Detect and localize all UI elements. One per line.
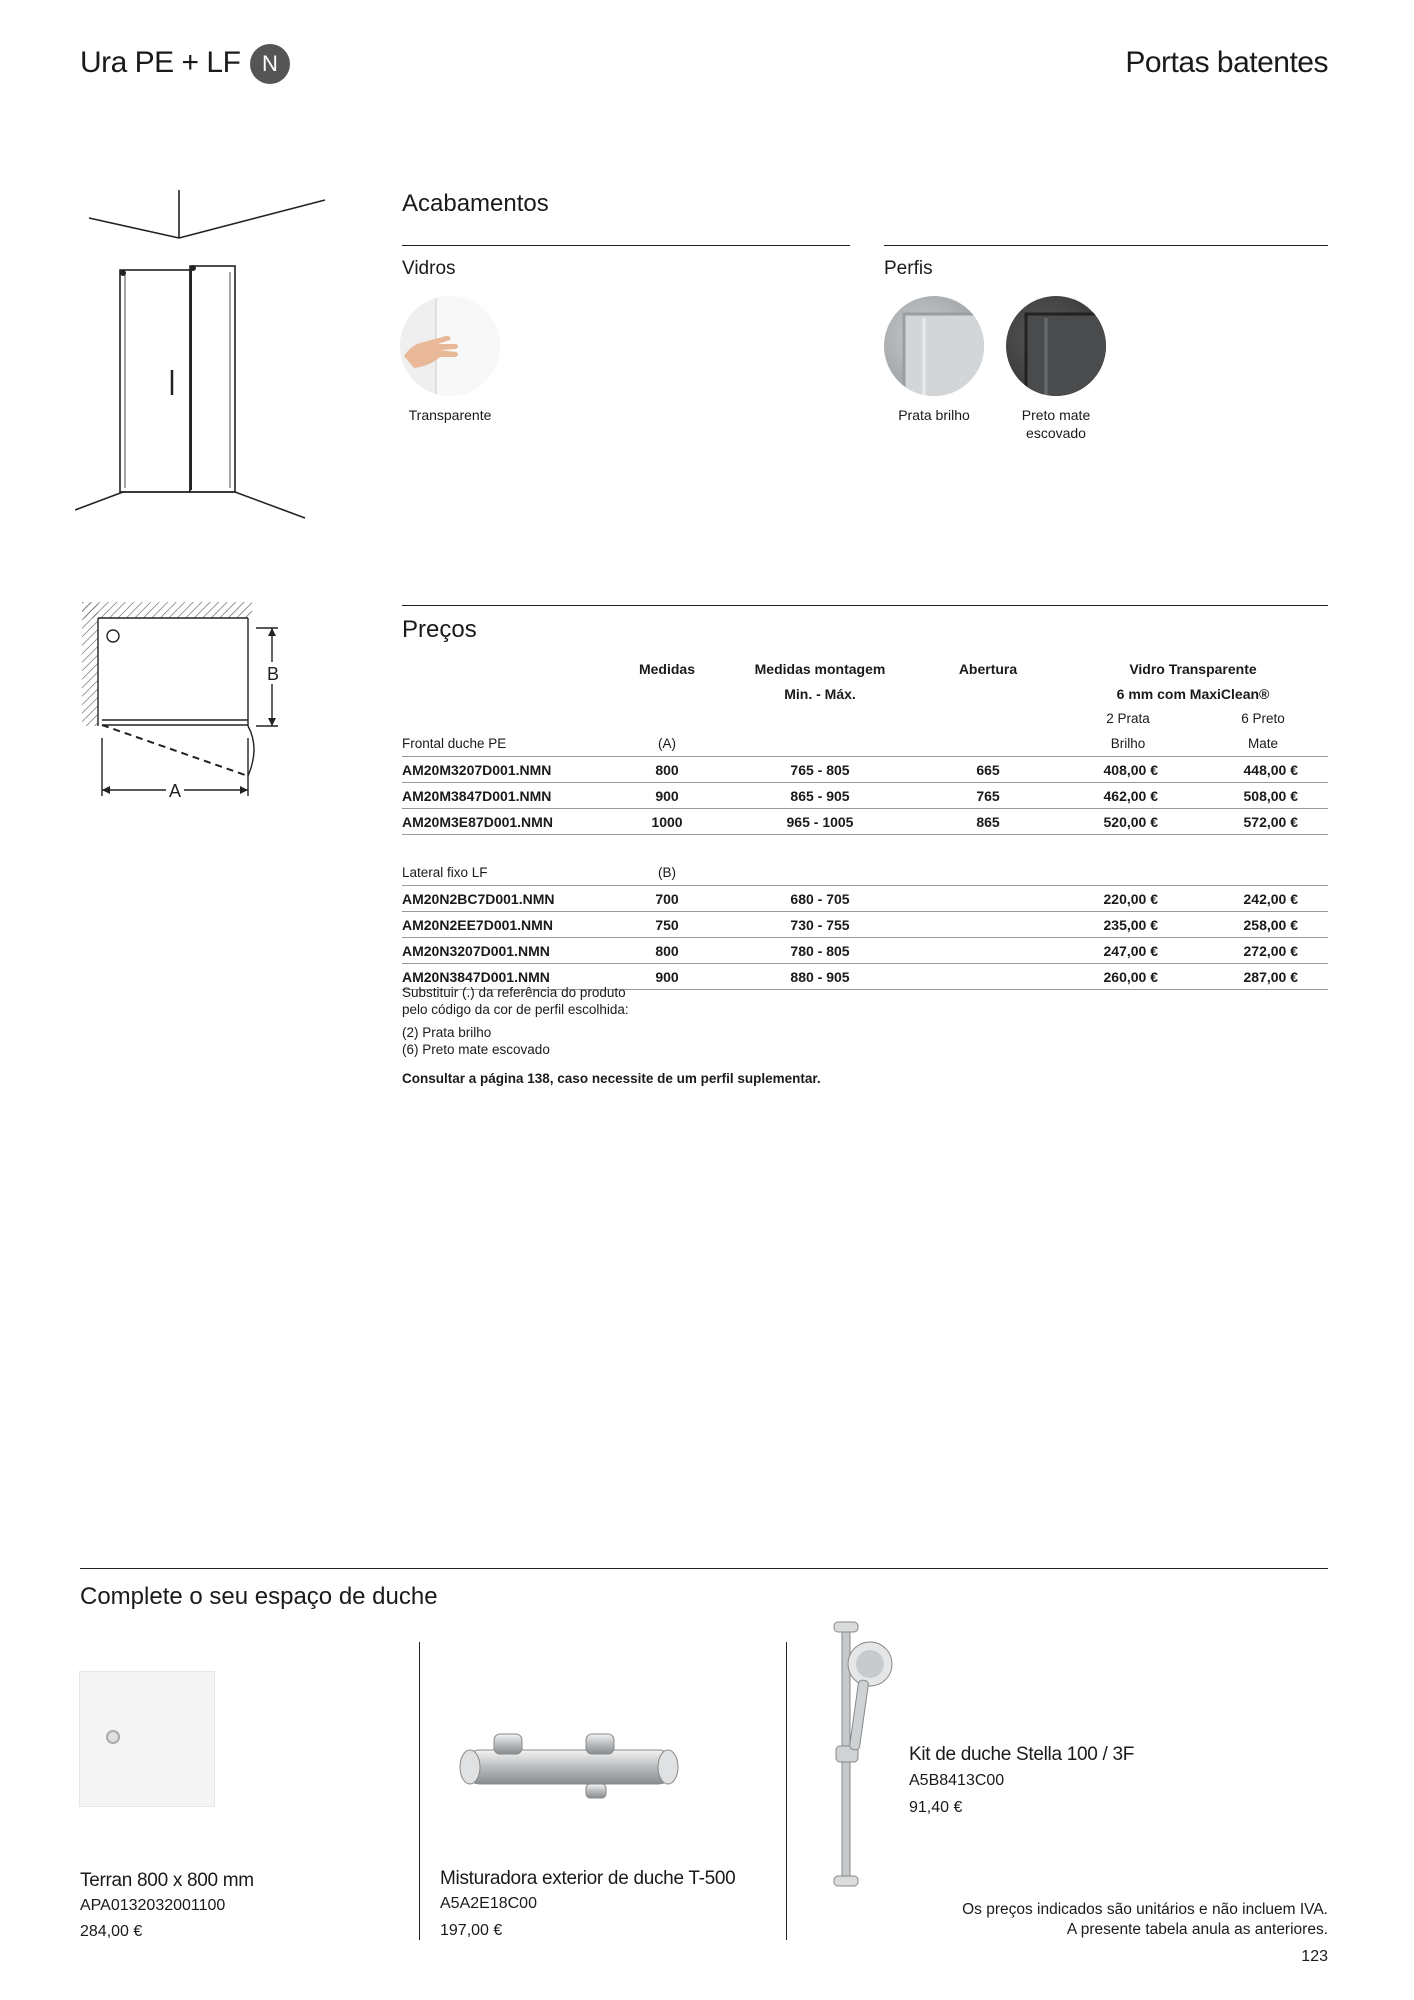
- divider: [402, 245, 850, 246]
- product-code: A5A2E18C00: [440, 1895, 537, 1912]
- group-front-label: Frontal duche PE: [402, 731, 612, 757]
- shower-enclosure-drawing: [75, 190, 335, 530]
- plan-dimension-diagram: [78, 598, 298, 816]
- product-image-shower-kit: [818, 1618, 898, 1890]
- product-image-tray: [80, 1672, 214, 1806]
- footer-notes: [962, 1900, 1328, 1940]
- note-line: Substituir (.) da referência do produto: [402, 985, 626, 1000]
- glass-transparent-swatch: [400, 296, 500, 396]
- product-image-mixer: [456, 1720, 686, 1810]
- divider: [419, 1642, 420, 1940]
- note-line: Consultar a página 138, caso necessite de um perfil suplementar.: [402, 1071, 821, 1086]
- section-title: Portas batentes: [1125, 46, 1328, 79]
- profile-black-swatch: [1006, 296, 1106, 396]
- hand-icon: [400, 296, 500, 396]
- product-name: Terran 800 x 800 mm: [80, 1870, 254, 1891]
- dimension-b-label: B: [267, 664, 280, 684]
- table-row: AM20M3E87D001.NMN 1000 965 - 1005 865 520,00 € 572,00 €: [402, 809, 1328, 835]
- divider: [80, 1568, 1328, 1569]
- prices-table: [402, 656, 1328, 990]
- table-row: AM20M3207D001.NMN 800 765 - 805 665 408,00 € 448,00 €: [402, 757, 1328, 783]
- footer-note: Os preços indicados são unitários e não incluem IVA.: [962, 1901, 1328, 1918]
- drain-icon: [106, 1730, 120, 1744]
- prices-title: Preços: [402, 616, 477, 643]
- note-line: (6) Preto mate escovado: [402, 1042, 550, 1057]
- product-price: 197,00 €: [440, 1922, 503, 1939]
- col-silver-1: 2 Prata: [1106, 711, 1150, 726]
- product-title: Ura PE + LF: [80, 46, 241, 79]
- profile-silver-swatch: [884, 296, 984, 396]
- product-price: 284,00 €: [80, 1923, 143, 1940]
- group-side-label: Lateral fixo LF: [402, 860, 612, 886]
- notes-block: [402, 984, 821, 1087]
- footer-note: A presente tabela anula as anteriores.: [1066, 1921, 1328, 1938]
- col-measures: Medidas: [638, 660, 695, 677]
- new-badge: N: [250, 44, 290, 84]
- finishes-title: Acabamentos: [402, 190, 549, 217]
- product-name: Kit de duche Stella 100 / 3F: [909, 1744, 1135, 1765]
- table-row: AM20M3847D001.NMN 900 865 - 905 765 462,00 € 508,00 €: [402, 783, 1328, 809]
- col-glass: Vidro Transparente: [1129, 660, 1257, 677]
- col-opening: Abertura: [958, 660, 1018, 677]
- product-code: A5B8413C00: [909, 1772, 1005, 1789]
- table-row: AM20N3207D001.NMN 800 780 - 805 247,00 € 272,00 €: [402, 938, 1328, 964]
- page-number: 123: [1301, 1948, 1328, 1965]
- col-mounting-range: Min. - Máx.: [784, 685, 856, 702]
- group-front-dim: (A): [612, 731, 722, 757]
- col-black-2: Mate: [1198, 731, 1328, 757]
- dimension-a-label: A: [169, 781, 182, 801]
- divider: [402, 605, 1328, 606]
- product-code: APA0132032001100: [80, 1897, 226, 1914]
- group-side-dim: (B): [612, 860, 722, 886]
- note-line: (2) Prata brilho: [402, 1025, 492, 1040]
- glass-transparent-label: Transparente: [408, 407, 492, 423]
- table-row: AM20N2BC7D001.NMN 700 680 - 705 220,00 € 242,00 €: [402, 886, 1328, 912]
- complete-title: Complete o seu espaço de duche: [80, 1583, 438, 1610]
- profiles-title: Perfis: [884, 258, 933, 279]
- col-black-1: 6 Preto: [1241, 711, 1285, 726]
- col-silver-2: Brilho: [1058, 731, 1198, 757]
- glass-title: Vidros: [402, 258, 456, 279]
- divider: [786, 1642, 787, 1940]
- product-name: Misturadora exterior de duche T-500: [440, 1868, 736, 1889]
- product-price: 91,40 €: [909, 1799, 963, 1816]
- col-mounting: Medidas montagem: [754, 660, 886, 677]
- note-line: pelo código da cor de perfil escolhida:: [402, 1002, 629, 1017]
- table-row: AM20N3847D001.NMN 900 880 - 905 260,00 € 287,00 €: [402, 964, 1328, 990]
- divider: [884, 245, 1328, 246]
- table-row: AM20N2EE7D001.NMN 750 730 - 755 235,00 € 258,00 €: [402, 912, 1328, 938]
- col-glass-spec: 6 mm com MaxiClean®: [1116, 685, 1270, 702]
- profile-silver-label: Prata brilho: [898, 407, 970, 423]
- profile-black-label: Preto mate escovado: [1021, 407, 1091, 441]
